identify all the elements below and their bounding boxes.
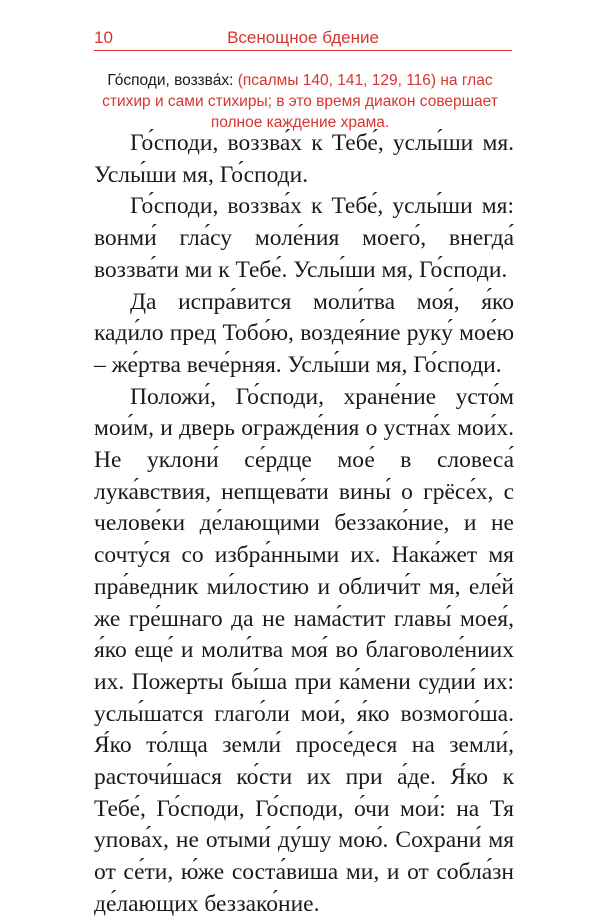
running-title: Всенощное бдение [227,28,379,47]
verse: Го́споди, воззва́х к Тебе́, услы́ши мя. Услы́ши мя, Го́споди. [94,130,514,188]
verse: Го́споди, воззва́х к Тебе́, услы́ши мя: вонми́ гла́су моле́ния моего́, внегда́ воззва́ти ми к Тебе́. Услы́ши мя, Го́споди. [94,193,514,283]
page-number: 10 [94,28,113,47]
rubric [100,70,500,133]
verse: Положи́, Го́споди, хране́ние усто́м мои́м, и дверь огражде́ния о устна́х мои́х. Не уклони́ се́рдце мое́ в словеса́ лука́вствия, непщева́ти вины́ о грёсе́х, с челове́ки де́лающими беззако́ние, и не сочту́ся со избра́нными их. Нака́жет мя пра́ведник ми́лостию и обличи́т мя, еле́й же гре́шнаго да не нама́стит главы́ моея́, я́ко еще́ и моли́тва моя́ во благоволе́ниих их. Пожерты бы́ша при ка́мени судии́ их: услы́шатся глаго́ли мои́, я́ко возмого́ша. Я́ко то́лща земли́ просе́деся на земли́, расточи́шася ко́сти их при а́де. Я́ко к Тебе́, Го́споди, Го́споди, о́чи мои́: на Тя упова́х, не отыми́ ду́шу мою́. Сохрани́ мя от се́ти, ю́же соста́виша ми, и от собла́зн де́лающих беззако́ние. [94,383,514,917]
verse: Да испра́вится моли́тва моя́, я́ко кади́ло пред Тобо́ю, воздея́ние руку́ мое́ю – же́ртва вече́рняя. Услы́ши мя, Го́споди. [94,288,514,378]
running-head [94,26,512,51]
rubric-note: (псалмы 140, 141, 129, 116) на глас стихир и сами стихиры; в это время диакон совершает полное каждение храма. [102,72,498,131]
rubric-incipit: Го́споди, воззва́х: [107,72,234,89]
psalm-text [94,128,514,921]
